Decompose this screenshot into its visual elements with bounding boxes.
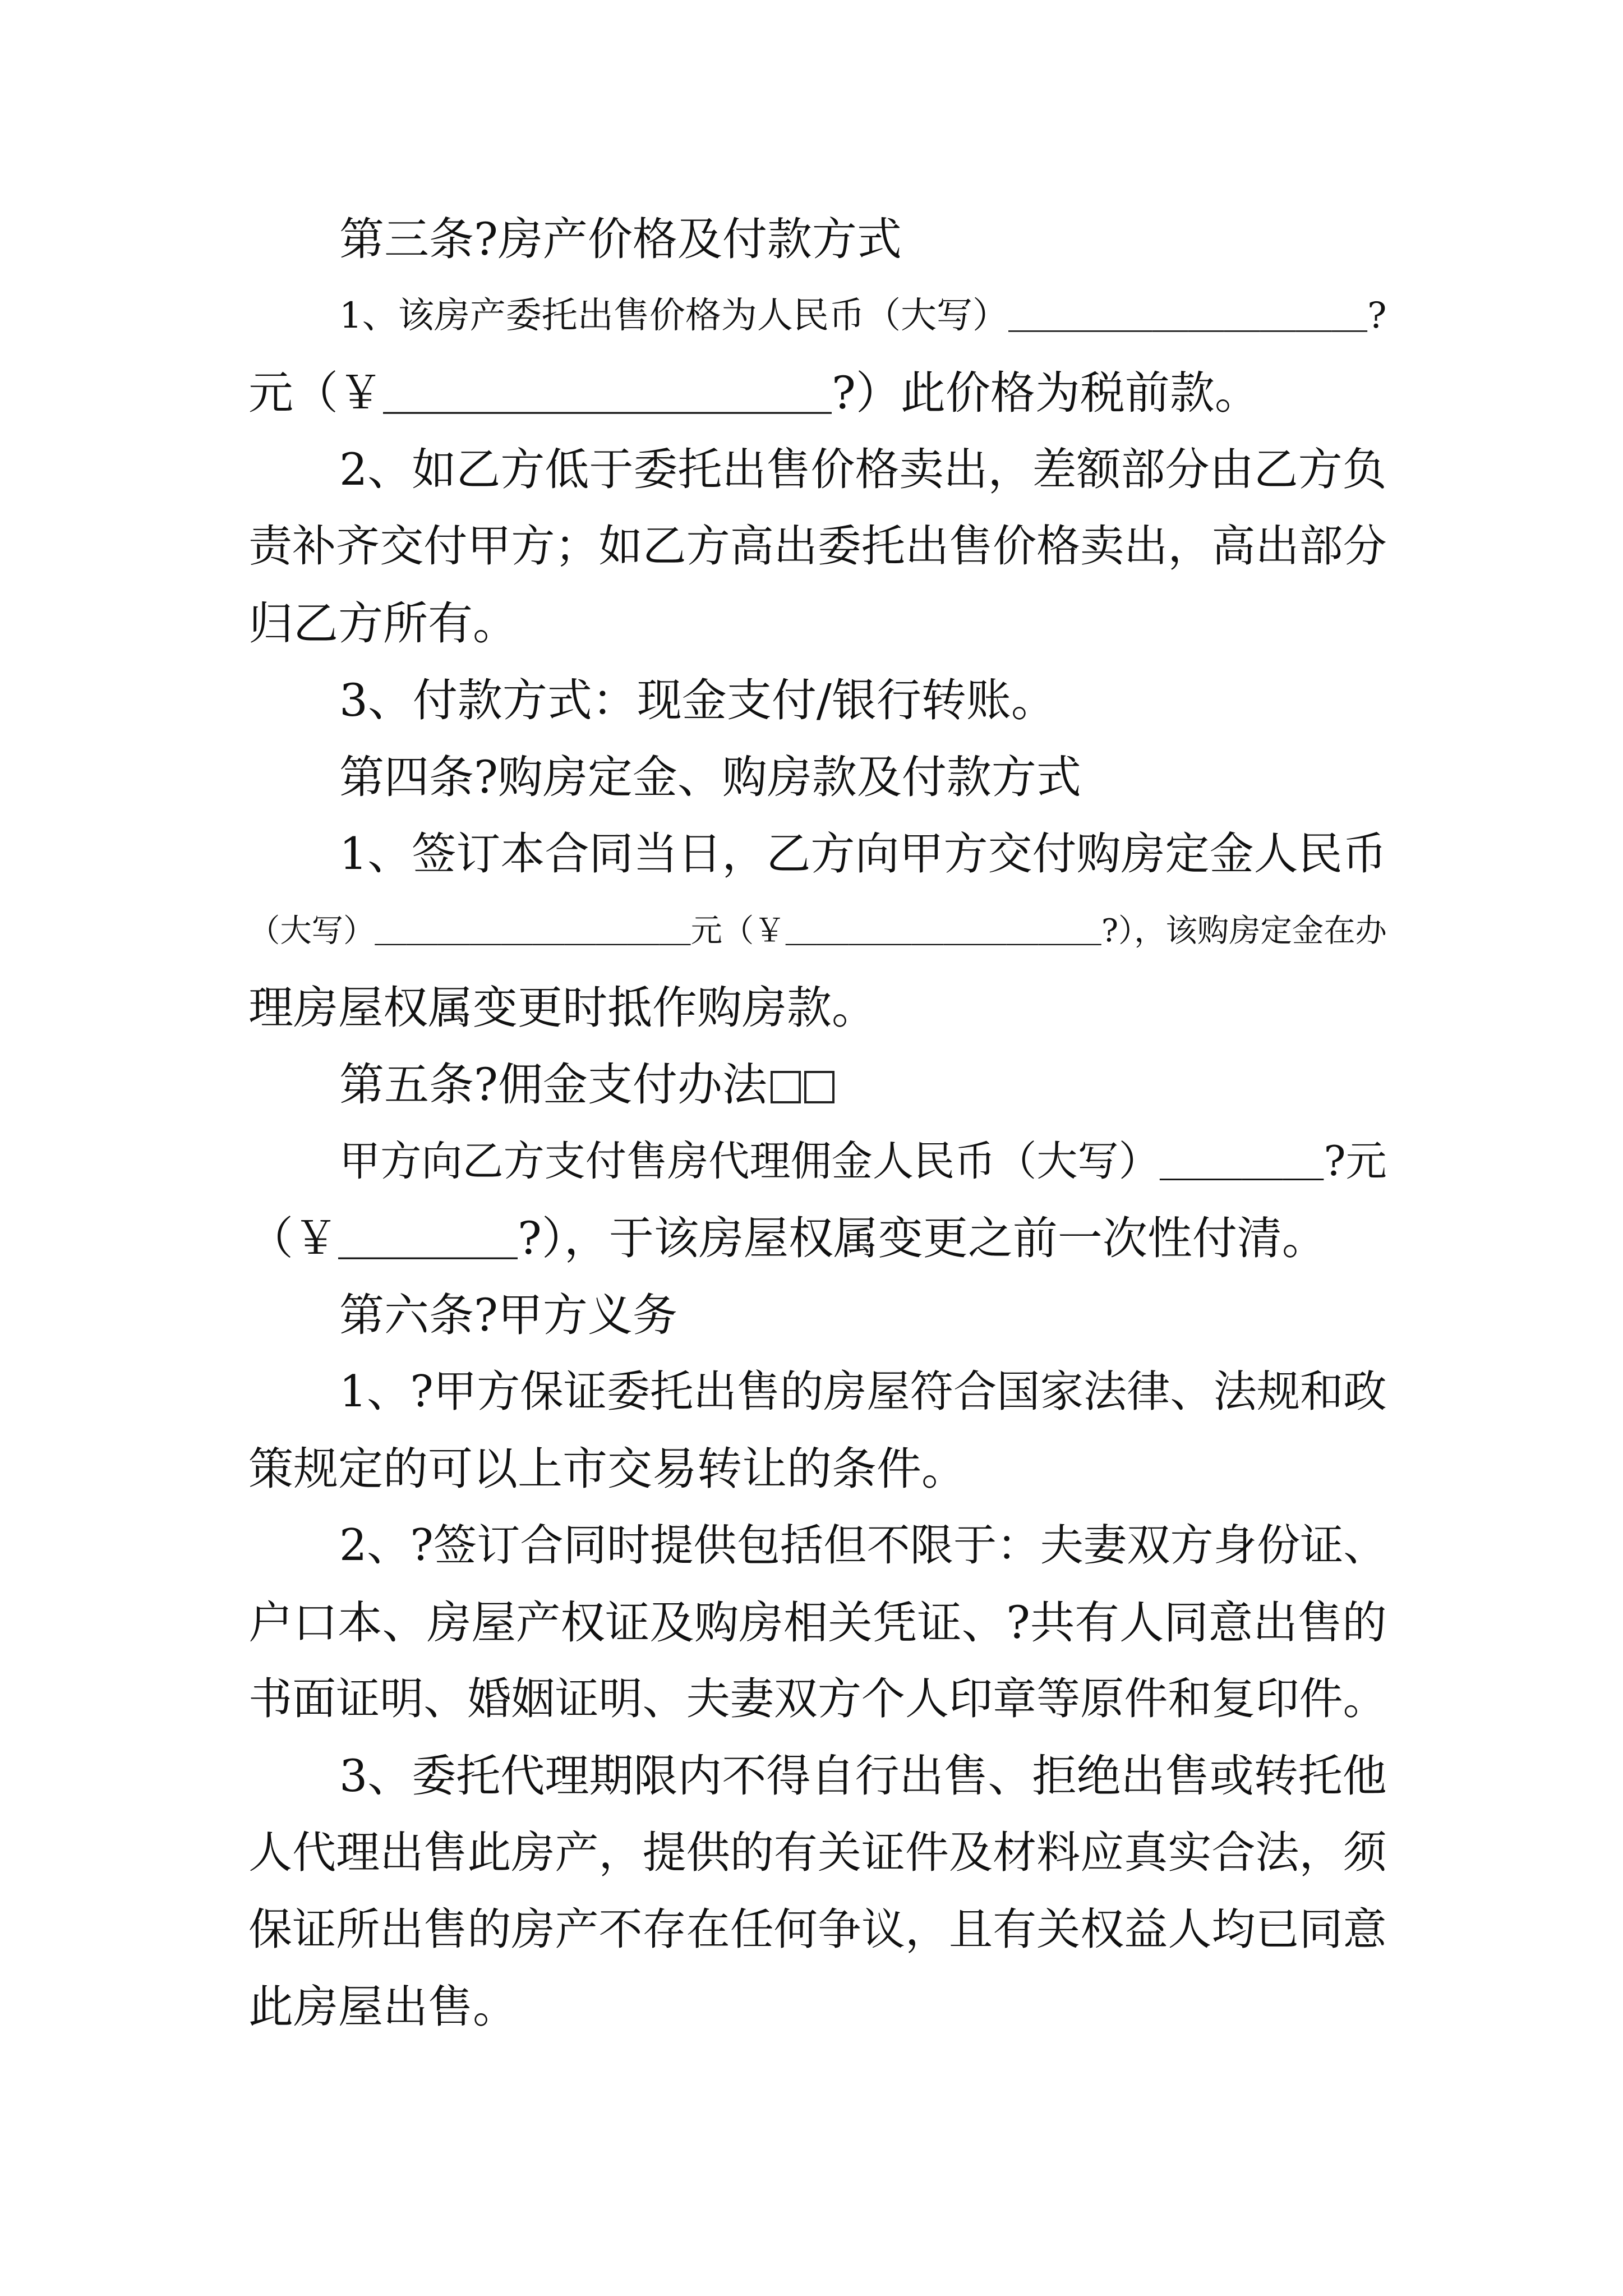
paragraph-line: （大写）＿＿＿＿＿＿＿＿＿＿元（￥＿＿＿＿＿＿＿＿＿＿?），该购房定金在办 <box>248 913 1387 949</box>
article-6-heading: 第六条?甲方义务 <box>339 1289 677 1341</box>
paragraph-line: 甲方向乙方支付售房代理佣金人民币（大写）＿＿＿＿?元 <box>339 1138 1387 1185</box>
paragraph-line: 3、付款方式：现金支付/银行转账。 <box>339 674 1056 726</box>
paragraph-line: 1、签订本合同当日，乙方向甲方交付购房定金人民币 <box>339 828 1387 880</box>
article-5-heading: 第五条?佣金支付办法 <box>248 1046 1387 1123</box>
article-3-heading: 第三条?房产价格及付款方式 <box>339 213 902 265</box>
paragraph-line: 理房屋权属变更时抵作购房款。 <box>248 982 877 1034</box>
paragraph-line: 策规定的可以上市交易转让的条件。 <box>248 1443 966 1495</box>
paragraph-line: 2、?签订合同时提供包括但不限于：夫妻双方身份证、 <box>339 1520 1387 1571</box>
paragraph-line: 元（￥＿＿＿＿＿＿＿＿＿＿?）此价格为税前款。 <box>248 367 1260 419</box>
paragraph-line: 1、该房产委托出售价格为人民币（大写）＿＿＿＿＿＿＿＿＿＿? <box>339 295 1387 337</box>
paragraph-line: （￥＿＿＿＿?），于该房屋权属变更之前一次性付清。 <box>248 1212 1327 1264</box>
document-body <box>248 201 1387 2045</box>
paragraph-line: 归乙方所有。 <box>248 597 518 650</box>
paragraph-line: 1、?甲方保证委托出售的房屋符合国家法律、法规和政 <box>339 1366 1387 1417</box>
empty-box-glyph-1 <box>771 1071 801 1103</box>
paragraph-line: 3、委托代理期限内不得自行出售、拒绝出售或转托他 <box>339 1750 1387 1802</box>
paragraph-line: 此房屋出售。 <box>248 1981 518 2033</box>
article-4-heading: 第四条?购房定金、购房款及付款方式 <box>339 751 1081 803</box>
empty-box-glyph-2 <box>804 1071 834 1103</box>
paragraph-line: 2、如乙方低于委托出售价格卖出，差额部分由乙方负 <box>339 444 1387 495</box>
paragraph-line: 保证所出售的房产不存在任何争议，且有关权益人均已同意 <box>248 1904 1387 1955</box>
paragraph-line: 户口本、房屋产权证及购房相关凭证、?共有人同意出售的 <box>248 1596 1387 1649</box>
paragraph-line: 责补齐交付甲方；如乙方高出委托出售价格卖出，高出部分 <box>248 521 1387 572</box>
paragraph-line: 人代理出售此房产，提供的有关证件及材料应真实合法，须 <box>248 1828 1387 1878</box>
paragraph-line: 书面证明、婚姻证明、夫妻双方个人印章等原件和复印件。 <box>248 1674 1387 1724</box>
